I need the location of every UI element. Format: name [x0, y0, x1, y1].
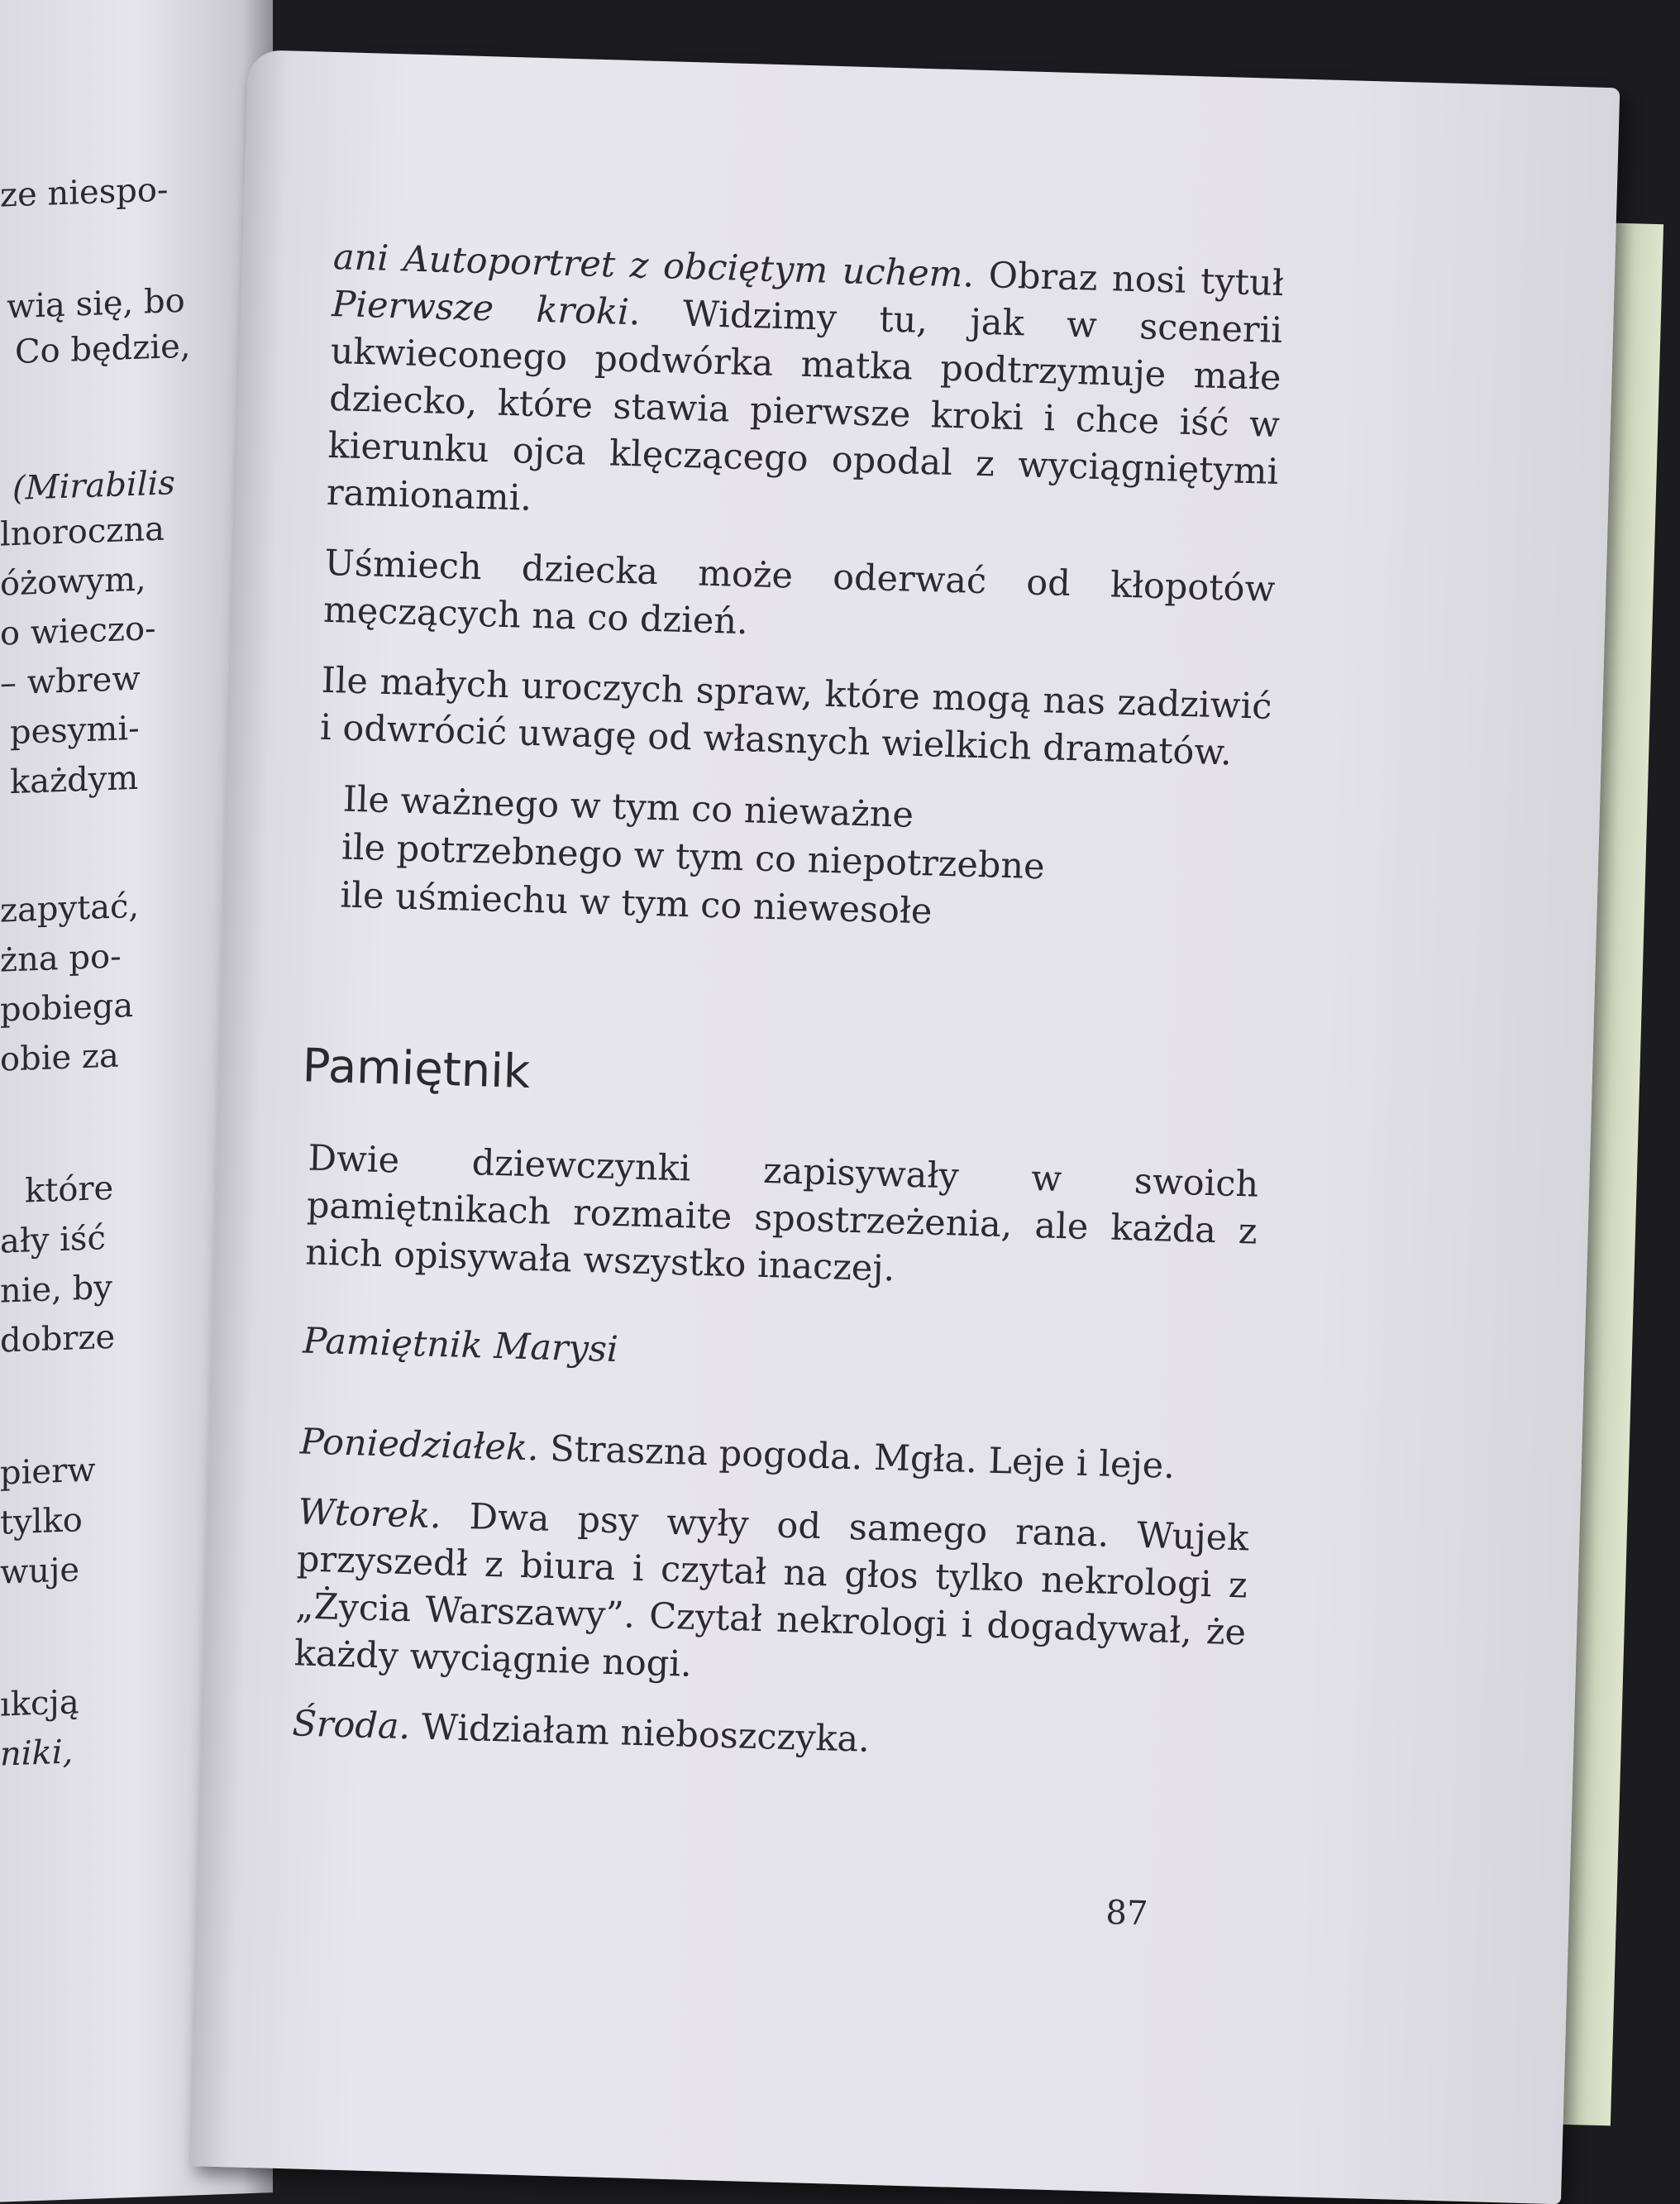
- italic-title: ani Autoportret z obciętym uchem: [332, 236, 964, 296]
- paragraph: Ile małych uroczych spraw, które mogą nas zadziwić i odwrócić uwagę od własnych wielkich dramatów.: [319, 659, 1272, 774]
- left-fragment: – wbrew: [0, 659, 141, 703]
- italic-title: Pierwsze kroki: [331, 283, 630, 333]
- left-fragment: niki,: [0, 1733, 74, 1774]
- entry-day: Wtorek.: [297, 1491, 442, 1537]
- left-fragment: pesymi-: [10, 709, 140, 753]
- diary-entry: [299, 1418, 1251, 1492]
- left-fragment: wuje: [0, 1551, 80, 1592]
- left-fragment: obie za: [0, 1036, 119, 1079]
- left-fragment: wią się, bo: [7, 281, 185, 327]
- left-fragment: pierw: [0, 1451, 96, 1493]
- right-page: [189, 50, 1620, 2204]
- poem-line: ile uśmiechu w tym co niewesołe: [339, 874, 933, 933]
- poem: [340, 776, 1269, 945]
- left-fragment: żna po-: [0, 937, 122, 980]
- left-fragment: zapytać,: [0, 887, 140, 930]
- left-fragment: (Mirabilis: [12, 464, 175, 509]
- left-fragment: każdym: [10, 758, 139, 802]
- left-fragment: tylko: [0, 1501, 83, 1542]
- diary-entry: [294, 1489, 1249, 1704]
- entry-day: Środa.: [291, 1703, 411, 1748]
- left-fragment: które: [25, 1169, 114, 1211]
- entry-day: Poniedziałek.: [299, 1421, 540, 1470]
- page-number: 87: [1105, 1893, 1149, 1934]
- left-fragment: pobiega: [0, 986, 134, 1030]
- entry-text: Dwa psy wyły od samego rana. Wujek przyszedł z biura i czytał na głos tylko nekrologi z „Życia Warszawy”. Czytał nekrologi i dogadywał, że każdy wyciągnie nogi.: [294, 1495, 1249, 1685]
- paragraph: Uśmiech dziecka może oderwać od kłopotów męczących na co dzień.: [322, 542, 1276, 643]
- left-fragment: ıkcją: [0, 1683, 79, 1724]
- diary-entry: [292, 1700, 1243, 1774]
- left-fragment: o wieczo-: [0, 610, 156, 653]
- left-fragment: nie, by: [0, 1268, 112, 1311]
- left-fragment: ały iść: [0, 1219, 106, 1261]
- paragraph: Dwie dziewczynki zapisywały w swoich pamiętnikach rozmaite spostrzeżenia, ale każda z nich opisywała wszystko inaczej.: [304, 1137, 1259, 1290]
- left-fragment: óżowym,: [0, 560, 146, 604]
- section-heading: Pamiętnik: [301, 1039, 532, 1099]
- left-fragment: dobrze: [0, 1317, 116, 1360]
- left-fragment: lnoroczna: [0, 509, 165, 554]
- poem-line: Ile ważnego w tym co nieważne: [342, 778, 914, 836]
- text-run: . Widzimy tu, jak w scenerii ukwieconego podwórka matka podtrzymuje małe dziecko, które stawia pierwsze kroki i chce iść w kierunku ojca klęczącego opodal z wyciągniętymi ramionami.: [326, 291, 1283, 519]
- entry-text: Straszna pogoda. Mgła. Leje i leje.: [537, 1427, 1176, 1487]
- text-run: . Obraz nosi tytuł: [962, 254, 1285, 305]
- left-fragment: ze niespo-: [0, 170, 169, 215]
- poem-line: ile potrzebnego w tym co niepotrzebne: [341, 826, 1046, 888]
- paragraph: [326, 234, 1284, 543]
- left-fragment: Co będzie,: [15, 327, 191, 371]
- page-text: [291, 234, 1284, 1797]
- entry-text: Widziałam nieboszczyka.: [409, 1706, 871, 1761]
- diary-subheading: Pamiętnik Marysi: [302, 1320, 619, 1371]
